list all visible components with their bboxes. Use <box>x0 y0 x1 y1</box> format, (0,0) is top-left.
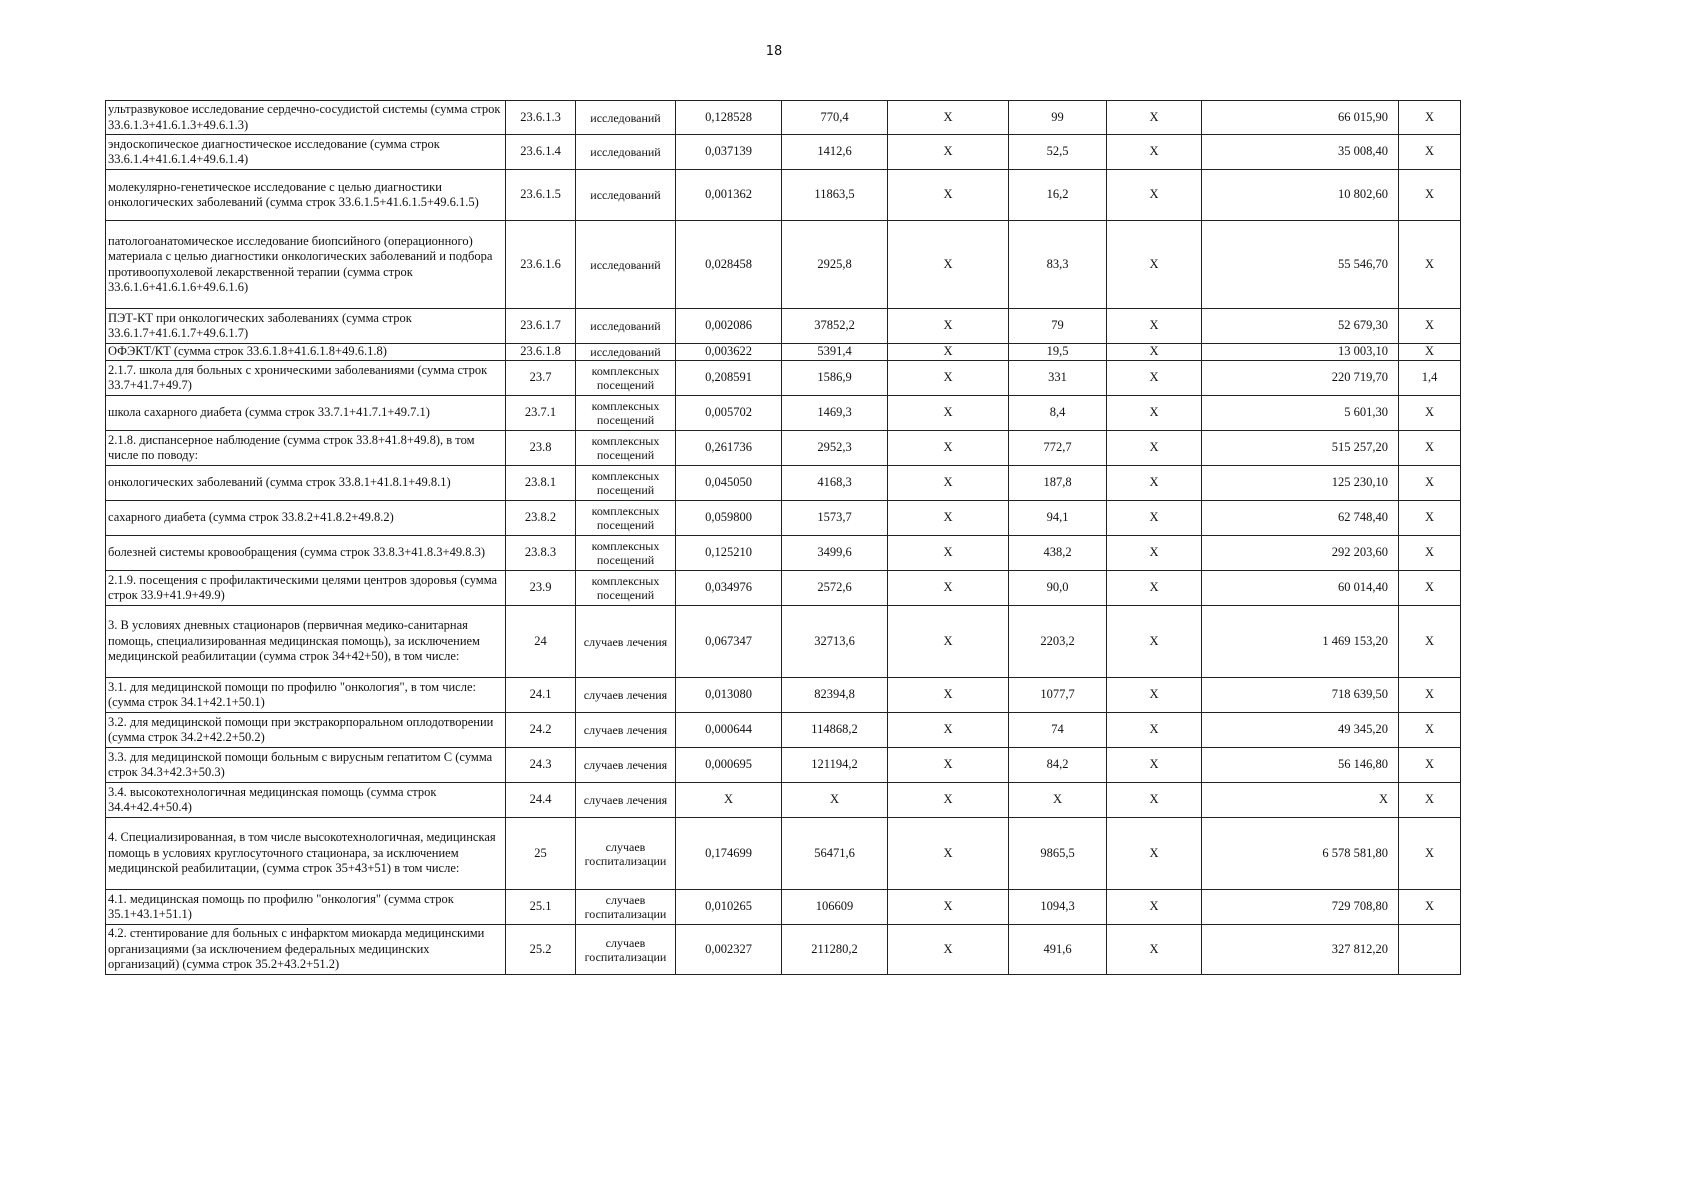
total-cost-cell: 56 146,80 <box>1202 748 1399 783</box>
cost-norm-cell: 5391,4 <box>782 344 888 361</box>
volume-norm-cell: 0,045050 <box>676 466 782 501</box>
share-cell: X <box>1399 170 1461 221</box>
volume-norm-cell: 0,003622 <box>676 344 782 361</box>
col6-cell: X <box>888 101 1009 135</box>
volume-norm-cell: 0,261736 <box>676 431 782 466</box>
volume-norm-cell: 0,059800 <box>676 501 782 536</box>
volume-norm-cell: 0,208591 <box>676 361 782 396</box>
cost-norm-cell: 1586,9 <box>782 361 888 396</box>
indicator-name: болезней системы кровообращения (сумма строк 33.8.3+41.8.3+49.8.3) <box>106 536 506 571</box>
col8-cell: X <box>1107 606 1202 678</box>
volume-norm-cell: 0,125210 <box>676 536 782 571</box>
col6-cell: X <box>888 501 1009 536</box>
unit-cell: комплексных посещений <box>576 501 676 536</box>
volume-norm-cell: 0,174699 <box>676 818 782 890</box>
col6-cell: X <box>888 536 1009 571</box>
col6-cell: X <box>888 571 1009 606</box>
share-cell: X <box>1399 890 1461 925</box>
volume-norm-cell: 0,010265 <box>676 890 782 925</box>
col8-cell: X <box>1107 361 1202 396</box>
col6-cell: X <box>888 396 1009 431</box>
row-code: 24.4 <box>506 783 576 818</box>
cost-norm-cell: 32713,6 <box>782 606 888 678</box>
cost-norm-cell: 82394,8 <box>782 678 888 713</box>
col7-cell: 491,6 <box>1009 925 1107 975</box>
col7-cell: 772,7 <box>1009 431 1107 466</box>
unit-cell: комплексных посещений <box>576 571 676 606</box>
table-row <box>106 101 1461 135</box>
unit-cell: комплексных посещений <box>576 466 676 501</box>
indicator-name: ОФЭКТ/КТ (сумма строк 33.6.1.8+41.6.1.8+49.6.1.8) <box>106 344 506 361</box>
col8-cell: X <box>1107 925 1202 975</box>
share-cell: X <box>1399 678 1461 713</box>
cost-norm-cell: 106609 <box>782 890 888 925</box>
indicator-name: 3.1. для медицинской помощи по профилю "онкология", в том числе: (сумма строк 34.1+42.1+50.1) <box>106 678 506 713</box>
total-cost-cell: 6 578 581,80 <box>1202 818 1399 890</box>
indicator-name: 2.1.8. диспансерное наблюдение (сумма строк 33.8+41.8+49.8), в том числе по поводу: <box>106 431 506 466</box>
share-cell: 1,4 <box>1399 361 1461 396</box>
cost-norm-cell: 37852,2 <box>782 309 888 344</box>
table-row <box>106 536 1461 571</box>
table-row <box>106 221 1461 309</box>
col6-cell: X <box>888 748 1009 783</box>
col6-cell: X <box>888 344 1009 361</box>
unit-cell: комплексных посещений <box>576 431 676 466</box>
unit-cell: комплексных посещений <box>576 361 676 396</box>
col6-cell: X <box>888 713 1009 748</box>
col7-cell: 1077,7 <box>1009 678 1107 713</box>
cost-norm-cell: 11863,5 <box>782 170 888 221</box>
indicator-name: 3. В условиях дневных стационаров (первичная медико-санитарная помощь, специализированная медицинская помощь), за исключением медицинской реабилитации (сумма строк 34+42+50), в том числе: <box>106 606 506 678</box>
unit-cell: исследований <box>576 344 676 361</box>
unit-cell: случаев лечения <box>576 748 676 783</box>
total-cost-cell: 52 679,30 <box>1202 309 1399 344</box>
total-cost-cell: 10 802,60 <box>1202 170 1399 221</box>
total-cost-cell: 66 015,90 <box>1202 101 1399 135</box>
table-row <box>106 361 1461 396</box>
row-code: 24 <box>506 606 576 678</box>
cost-norm-cell: 1573,7 <box>782 501 888 536</box>
col7-cell: 9865,5 <box>1009 818 1107 890</box>
cost-norm-cell: 4168,3 <box>782 466 888 501</box>
total-cost-cell: 125 230,10 <box>1202 466 1399 501</box>
unit-cell: исследований <box>576 135 676 170</box>
col6-cell: X <box>888 309 1009 344</box>
col7-cell: 74 <box>1009 713 1107 748</box>
share-cell: X <box>1399 101 1461 135</box>
total-cost-cell: 62 748,40 <box>1202 501 1399 536</box>
col7-cell: X <box>1009 783 1107 818</box>
share-cell: X <box>1399 344 1461 361</box>
volume-norm-cell: 0,037139 <box>676 135 782 170</box>
col7-cell: 8,4 <box>1009 396 1107 431</box>
indicator-name: школа сахарного диабета (сумма строк 33.7.1+41.7.1+49.7.1) <box>106 396 506 431</box>
total-cost-cell: 220 719,70 <box>1202 361 1399 396</box>
row-code: 25.1 <box>506 890 576 925</box>
cost-norm-cell: 770,4 <box>782 101 888 135</box>
table-row <box>106 466 1461 501</box>
col8-cell: X <box>1107 170 1202 221</box>
table-row <box>106 571 1461 606</box>
unit-cell: случаев госпитализации <box>576 925 676 975</box>
share-cell: X <box>1399 536 1461 571</box>
unit-cell: случаев лечения <box>576 713 676 748</box>
share-cell: X <box>1399 818 1461 890</box>
volume-norm-cell: 0,005702 <box>676 396 782 431</box>
col7-cell: 438,2 <box>1009 536 1107 571</box>
indicator-name: 3.4. высокотехнологичная медицинская помощь (сумма строк 34.4+42.4+50.4) <box>106 783 506 818</box>
table-row <box>106 818 1461 890</box>
volume-norm-cell: 0,000644 <box>676 713 782 748</box>
unit-cell: случаев госпитализации <box>576 818 676 890</box>
col6-cell: X <box>888 925 1009 975</box>
col8-cell: X <box>1107 748 1202 783</box>
indicator-name: эндоскопическое диагностическое исследование (сумма строк 33.6.1.4+41.6.1.4+49.6.1.4) <box>106 135 506 170</box>
col8-cell: X <box>1107 536 1202 571</box>
volume-norm-cell: 0,000695 <box>676 748 782 783</box>
col6-cell: X <box>888 170 1009 221</box>
col7-cell: 52,5 <box>1009 135 1107 170</box>
row-code: 25.2 <box>506 925 576 975</box>
share-cell: X <box>1399 221 1461 309</box>
total-cost-cell: 1 469 153,20 <box>1202 606 1399 678</box>
col8-cell: X <box>1107 678 1202 713</box>
share-cell: X <box>1399 501 1461 536</box>
col7-cell: 187,8 <box>1009 466 1107 501</box>
col8-cell: X <box>1107 501 1202 536</box>
unit-cell: случаев госпитализации <box>576 890 676 925</box>
row-code: 24.1 <box>506 678 576 713</box>
total-cost-cell: 60 014,40 <box>1202 571 1399 606</box>
cost-norm-cell: 3499,6 <box>782 536 888 571</box>
indicator-name: ПЭТ-КТ при онкологических заболеваниях (сумма строк 33.6.1.7+41.6.1.7+49.6.1.7) <box>106 309 506 344</box>
cost-norm-cell: X <box>782 783 888 818</box>
cost-norm-cell: 2572,6 <box>782 571 888 606</box>
col6-cell: X <box>888 818 1009 890</box>
total-cost-cell: 515 257,20 <box>1202 431 1399 466</box>
share-cell: X <box>1399 748 1461 783</box>
row-code: 23.9 <box>506 571 576 606</box>
row-code: 24.3 <box>506 748 576 783</box>
cost-norm-cell: 2925,8 <box>782 221 888 309</box>
volume-norm-cell: 0,002086 <box>676 309 782 344</box>
share-cell: X <box>1399 783 1461 818</box>
indicator-name: патологоанатомическое исследование биопсийного (операционного) материала с целью диагностики онкологических заболеваний и подбора противоопухолевой лекарственной терапии (сумма строк 33.6.1.6+41.6.1.6+49.6.1.6) <box>106 221 506 309</box>
cost-norm-cell: 121194,2 <box>782 748 888 783</box>
share-cell: X <box>1399 466 1461 501</box>
row-code: 23.6.1.6 <box>506 221 576 309</box>
indicator-name: молекулярно-генетическое исследование с целью диагностики онкологических заболеваний (сумма строк 33.6.1.5+41.6.1.5+49.6.1.5) <box>106 170 506 221</box>
cost-norm-cell: 114868,2 <box>782 713 888 748</box>
row-code: 23.8.1 <box>506 466 576 501</box>
row-code: 23.6.1.4 <box>506 135 576 170</box>
col6-cell: X <box>888 135 1009 170</box>
volume-norm-cell: 0,028458 <box>676 221 782 309</box>
table-row <box>106 501 1461 536</box>
total-cost-cell: X <box>1202 783 1399 818</box>
col6-cell: X <box>888 361 1009 396</box>
volume-norm-cell: X <box>676 783 782 818</box>
col8-cell: X <box>1107 344 1202 361</box>
volume-norm-cell: 0,001362 <box>676 170 782 221</box>
unit-cell: исследований <box>576 170 676 221</box>
page-number: 18 <box>765 44 783 59</box>
indicator-name: онкологических заболеваний (сумма строк 33.8.1+41.8.1+49.8.1) <box>106 466 506 501</box>
col7-cell: 331 <box>1009 361 1107 396</box>
unit-cell: случаев лечения <box>576 783 676 818</box>
program-table <box>105 100 1461 975</box>
row-code: 23.6.1.7 <box>506 309 576 344</box>
col8-cell: X <box>1107 466 1202 501</box>
col7-cell: 19,5 <box>1009 344 1107 361</box>
indicator-name: сахарного диабета (сумма строк 33.8.2+41.8.2+49.8.2) <box>106 501 506 536</box>
table-row <box>106 890 1461 925</box>
table-row <box>106 309 1461 344</box>
col7-cell: 99 <box>1009 101 1107 135</box>
table-row <box>106 783 1461 818</box>
volume-norm-cell: 0,034976 <box>676 571 782 606</box>
col7-cell: 1094,3 <box>1009 890 1107 925</box>
col8-cell: X <box>1107 135 1202 170</box>
indicator-name: 2.1.7. школа для больных с хроническими заболеваниями (сумма строк 33.7+41.7+49.7) <box>106 361 506 396</box>
table-row <box>106 678 1461 713</box>
col6-cell: X <box>888 466 1009 501</box>
indicator-name: ультразвуковое исследование сердечно-сосудистой системы (сумма строк 33.6.1.3+41.6.1.3+49.6.1.3) <box>106 101 506 135</box>
col8-cell: X <box>1107 396 1202 431</box>
volume-norm-cell: 0,002327 <box>676 925 782 975</box>
col7-cell: 94,1 <box>1009 501 1107 536</box>
unit-cell: исследований <box>576 221 676 309</box>
total-cost-cell: 729 708,80 <box>1202 890 1399 925</box>
share-cell: X <box>1399 713 1461 748</box>
col6-cell: X <box>888 783 1009 818</box>
table-row <box>106 748 1461 783</box>
table-row <box>106 431 1461 466</box>
row-code: 24.2 <box>506 713 576 748</box>
total-cost-cell: 13 003,10 <box>1202 344 1399 361</box>
share-cell: X <box>1399 135 1461 170</box>
volume-norm-cell: 0,013080 <box>676 678 782 713</box>
col8-cell: X <box>1107 431 1202 466</box>
indicator-name: 3.3. для медицинской помощи больным с вирусным гепатитом С (сумма строк 34.3+42.3+50.3) <box>106 748 506 783</box>
col7-cell: 79 <box>1009 309 1107 344</box>
row-code: 23.8.3 <box>506 536 576 571</box>
share-cell: X <box>1399 571 1461 606</box>
unit-cell: случаев лечения <box>576 678 676 713</box>
table-row <box>106 396 1461 431</box>
row-code: 23.7.1 <box>506 396 576 431</box>
row-code: 23.8.2 <box>506 501 576 536</box>
col7-cell: 16,2 <box>1009 170 1107 221</box>
col8-cell: X <box>1107 101 1202 135</box>
indicator-name: 4.1. медицинская помощь по профилю "онкология" (сумма строк 35.1+43.1+51.1) <box>106 890 506 925</box>
total-cost-cell: 35 008,40 <box>1202 135 1399 170</box>
row-code: 23.8 <box>506 431 576 466</box>
col7-cell: 84,2 <box>1009 748 1107 783</box>
cost-norm-cell: 1469,3 <box>782 396 888 431</box>
total-cost-cell: 49 345,20 <box>1202 713 1399 748</box>
col6-cell: X <box>888 606 1009 678</box>
volume-norm-cell: 0,128528 <box>676 101 782 135</box>
indicator-name: 2.1.9. посещения с профилактическими целями центров здоровья (сумма строк 33.9+41.9+49.9) <box>106 571 506 606</box>
cost-norm-cell: 56471,6 <box>782 818 888 890</box>
share-cell: X <box>1399 309 1461 344</box>
share-cell: X <box>1399 396 1461 431</box>
indicator-name: 4.2. стентирование для больных с инфарктом миокарда медицинскими организациями (за исключением федеральных медицинских организаций) (сумма строк 35.2+43.2+51.2) <box>106 925 506 975</box>
col8-cell: X <box>1107 890 1202 925</box>
row-code: 25 <box>506 818 576 890</box>
unit-cell: исследований <box>576 101 676 135</box>
col6-cell: X <box>888 890 1009 925</box>
col8-cell: X <box>1107 783 1202 818</box>
total-cost-cell: 718 639,50 <box>1202 678 1399 713</box>
unit-cell: комплексных посещений <box>576 396 676 431</box>
unit-cell: исследований <box>576 309 676 344</box>
total-cost-cell: 292 203,60 <box>1202 536 1399 571</box>
col8-cell: X <box>1107 571 1202 606</box>
table-row <box>106 713 1461 748</box>
cost-norm-cell: 211280,2 <box>782 925 888 975</box>
col8-cell: X <box>1107 221 1202 309</box>
col8-cell: X <box>1107 818 1202 890</box>
table-row <box>106 135 1461 170</box>
row-code: 23.6.1.3 <box>506 101 576 135</box>
total-cost-cell: 55 546,70 <box>1202 221 1399 309</box>
col6-cell: X <box>888 431 1009 466</box>
col8-cell: X <box>1107 713 1202 748</box>
share-cell: X <box>1399 431 1461 466</box>
cost-norm-cell: 1412,6 <box>782 135 888 170</box>
total-cost-cell: 5 601,30 <box>1202 396 1399 431</box>
share-cell <box>1399 925 1461 975</box>
share-cell: X <box>1399 606 1461 678</box>
col6-cell: X <box>888 678 1009 713</box>
col6-cell: X <box>888 221 1009 309</box>
col7-cell: 2203,2 <box>1009 606 1107 678</box>
table-row <box>106 344 1461 361</box>
indicator-name: 4. Специализированная, в том числе высокотехнологичная, медицинская помощь в условиях круглосуточного стационара, за исключением медицинской реабилитации, (сумма строк 35+43+51) в том числе: <box>106 818 506 890</box>
table-row <box>106 170 1461 221</box>
table-row <box>106 925 1461 975</box>
indicator-name: 3.2. для медицинской помощи при экстракорпоральном оплодотворении (сумма строк 34.2+42.2+50.2) <box>106 713 506 748</box>
volume-norm-cell: 0,067347 <box>676 606 782 678</box>
col7-cell: 90,0 <box>1009 571 1107 606</box>
total-cost-cell: 327 812,20 <box>1202 925 1399 975</box>
unit-cell: комплексных посещений <box>576 536 676 571</box>
cost-norm-cell: 2952,3 <box>782 431 888 466</box>
col8-cell: X <box>1107 309 1202 344</box>
row-code: 23.6.1.5 <box>506 170 576 221</box>
col7-cell: 83,3 <box>1009 221 1107 309</box>
unit-cell: случаев лечения <box>576 606 676 678</box>
table-row <box>106 606 1461 678</box>
row-code: 23.6.1.8 <box>506 344 576 361</box>
row-code: 23.7 <box>506 361 576 396</box>
